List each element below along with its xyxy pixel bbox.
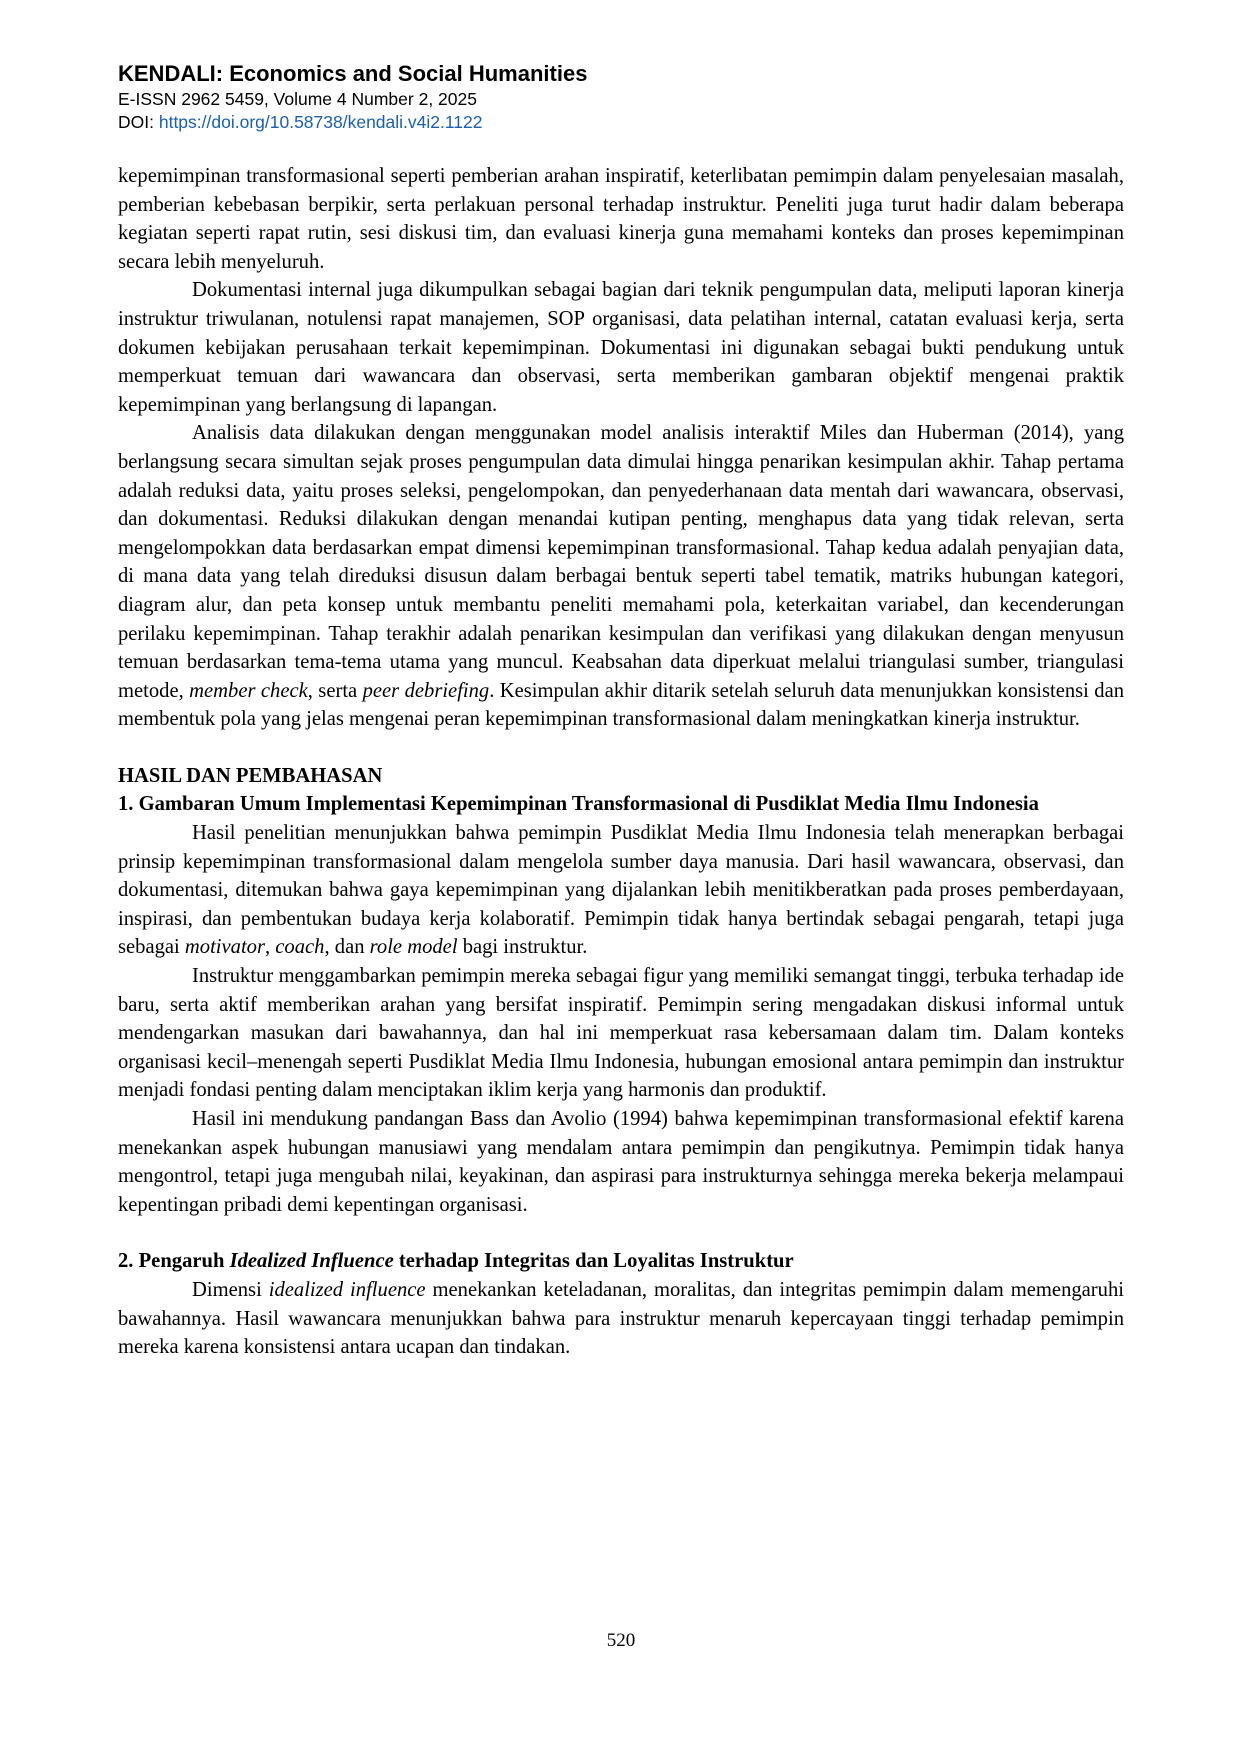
term-idealized-influence-heading: Idealized Influence	[229, 1250, 394, 1273]
page-number: 520	[606, 1630, 636, 1651]
text-run: ,	[265, 936, 276, 959]
paragraph-data-analysis	[118, 419, 1124, 734]
subsection-heading-1: 1. Gambaran Umum Implementasi Kepemimpinan Transformasional di Pusdiklat Media Ilmu Indonesia	[118, 793, 1039, 816]
subsection-heading-2	[118, 1247, 1124, 1276]
paragraph-bass-avolio: Hasil ini mendukung pandangan Bass dan Avolio (1994) bahwa kepemimpinan transformasional efektif karena menekankan aspek hubungan manusiawi yang mendalam antara pemimpin dan pengikutnya. Pemimpin tidak hanya mengontrol, tetapi juga mengubah nilai, keyakinan, dan aspirasi para instrukturnya sehingga mereka bekerja melampaui kepentingan pribadi demi kepentingan organisasi.	[118, 1108, 1124, 1216]
text-run: Dimensi	[192, 1278, 269, 1301]
paragraph-idealized-influence	[118, 1276, 1124, 1362]
term-peer-debriefing: peer debriefing	[362, 679, 490, 702]
journal-doi	[118, 111, 587, 134]
term-idealized-influence: idealized influence	[268, 1278, 426, 1301]
term-motivator: motivator	[184, 936, 265, 959]
section-heading-results: HASIL DAN PEMBAHASAN	[118, 764, 383, 787]
doi-label: DOI:	[118, 112, 159, 132]
paragraph-instructor-view: Instruktur menggambarkan pemimpin mereka sebagai figur yang memiliki semangat tinggi, terbuka terhadap ide baru, serta aktif memberikan arahan yang bersifat inspiratif. Pemimpin sering mengadakan diskusi informal untuk mendengarkan masukan dari bawahannya, dan hal ini memperkuat rasa kebersamaan dalam tim. Dalam konteks organisasi kecil–menengah seperti Pusdiklat Media Ilmu Indonesia, hubungan emosional antara pemimpin dan instruktur menjadi fondasi penting dalam menciptakan iklim kerja yang harmonis dan produktif.	[118, 965, 1124, 1102]
text-run: Hasil penelitian menunjukkan bahwa pemimpin Pusdiklat Media Ilmu Indonesia telah menerapkan berbagai prinsip kepemimpinan transformasional dalam mengelola sumber daya manusia. Dari hasil wawancara, observasi, dan dokumentasi, ditemukan bahwa gaya kepemimpinan yang dijalankan lebih menitikberatkan pada proses pemberdayaan, inspirasi, dan pembentukan budaya kerja kolaboratif. Pemimpin tidak hanya bertindak sebagai pengarah, tetapi juga sebagai	[118, 822, 1124, 959]
text-run: , serta	[307, 679, 363, 702]
article-body	[118, 162, 1124, 1362]
text-run: terhadap Integritas dan Loyalitas Instruktur	[393, 1250, 794, 1273]
text-run: menekankan keteladanan, moralitas, dan integritas pemimpin dalam memengaruhi bawahannya. Hasil wawancara menunjukkan bahwa para instruktur menaruh kepercayaan tinggi terhadap pemimpin mereka karena konsistensi antara ucapan dan tindakan.	[118, 1278, 1124, 1359]
term-role-model: role model	[369, 936, 458, 959]
text-run: bagi instruktur.	[457, 936, 588, 959]
journal-issn: E-ISSN 2962 5459, Volume 4 Number 2, 2025	[118, 89, 477, 109]
term-coach: coach	[275, 936, 325, 959]
text-run: . Kesimpulan akhir ditarik setelah seluruh data menunjukkan konsistensi dan membentuk pola yang jelas mengenai peran kepemimpinan transformasional dalam meningkatkan kinerja instruktur.	[118, 679, 1125, 731]
journal-header	[118, 60, 587, 134]
paragraph-results-overview	[118, 819, 1124, 962]
text-run: , dan	[324, 936, 370, 959]
journal-title: KENDALI: Economics and Social Humanities	[118, 61, 588, 86]
text-run: 2. Pengaruh	[118, 1250, 230, 1273]
paragraph-observation: kepemimpinan transformasional seperti pemberian arahan inspiratif, keterlibatan pemimpin dalam penyelesaian masalah, pemberian kebebasan berpikir, serta perlakuan personal terhadap instruktur. Peneliti juga turut hadir dalam beberapa kegiatan seperti rapat rutin, sesi diskusi tim, dan evaluasi kinerja guna memahami konteks dan proses kepemimpinan secara lebih menyeluruh.	[118, 165, 1124, 273]
doi-link[interactable]: https://doi.org/10.58738/kendali.v4i2.1122	[158, 112, 483, 132]
term-member-check: member check	[189, 679, 308, 702]
text-run: Analisis data dilakukan dengan menggunakan model analisis interaktif Miles dan Huberman (2014), yang berlangsung secara simultan sejak proses pengumpulan data dimulai hingga penarikan kesimpulan akhir. Tahap pertama adalah reduksi data, yaitu proses seleksi, pengelompokan, dan penyederhanaan data mentah dari wawancara, observasi, dan dokumentasi. Reduksi dilakukan dengan menandai kutipan penting, menghapus data yang tidak relevan, serta mengelompokkan data berdasarkan empat dimensi kepemimpinan transformasional. Tahap kedua adalah penyajian data, di mana data yang telah direduksi disusun dalam berbagai bentuk seperti tabel tematik, matriks hubungan kategori, diagram alur, dan peta konsep untuk membantu peneliti memahami pola, keterkaitan variabel, dan kecenderungan perilaku kepemimpinan. Tahap terakhir adalah penarikan kesimpulan dan verifikasi yang dilakukan dengan menyusun temuan berdasarkan tema-tema utama yang muncul. Keabsahan data diperkuat melalui triangulasi sumber, triangulasi metode,	[118, 422, 1124, 702]
paragraph-documentation: Dokumentasi internal juga dikumpulkan sebagai bagian dari teknik pengumpulan data, meliputi laporan kinerja instruktur triwulanan, notulensi rapat manajemen, SOP organisasi, data pelatihan internal, catatan evaluasi kerja, serta dokumen kebijakan perusahaan terkait kepemimpinan. Dokumentasi ini digunakan sebagai bukti pendukung untuk memperkuat temuan dari wawancara dan observasi, serta memberikan gambaran objektif mengenai praktik kepemimpinan yang berlangsung di lapangan.	[118, 279, 1124, 416]
